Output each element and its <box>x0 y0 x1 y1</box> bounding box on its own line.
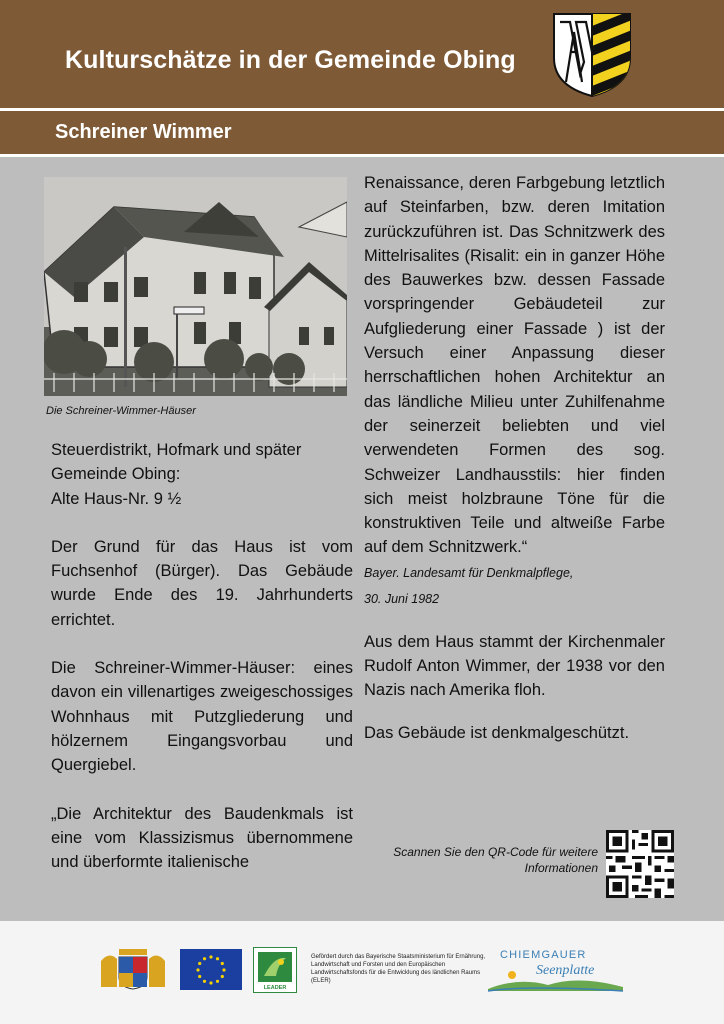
paragraph-history: Der Grund für das Haus ist vom Fuchsenhof (Bürger). Das Gebäude wurde Ende des 19. Jahrhunderts errichtet. <box>51 537 353 629</box>
citation-source: Bayer. Landesamt für Denkmalpflege, <box>364 565 574 580</box>
paragraph-quote-start: „Die Architektur des Baudenkmals ist eine vom Klassizismus übernommene und überformte italienische <box>51 804 353 872</box>
intro-line-1: Steuerdistrikt, Hofmark und später <box>51 441 302 459</box>
paragraph-quote-continued: Renaissance, deren Farbgebung letztlich auf Steinfarben, bzw. deren Imitation zurückzuführen ist. Das Schnitzwerk des Mittelrisalites (Risalit: ein in ganzer Höhe des Bauwerkes bzw. dessen Fassade vorspringender Gebäudeteil zur Aufgliederung einer Fassade ) ist der Versuch einer Anpassung dieser herrschaftlichen hohen Architektur an das ländliche Milieu unter Zuhilfenahme der seinerzeit beliebten und viel verwendeten Formen des sog. Schweizer Landhausstils: hier finden sich meist holzbraune Töne für die konstruktiven Teile und altweiße Farbe auf dem Schnitzwerk.“ <box>364 174 665 557</box>
section-title: Schreiner Wimmer <box>55 121 232 143</box>
paragraph-description: Die Schreiner-Wimmer-Häuser: eines davon ein villenartiges zweigeschossiges Wohnhaus mit Putzgliederung und hölzernem Eingangsvorbau und Quergiebel. <box>51 659 353 775</box>
eu-flag-icon <box>180 949 242 990</box>
logo-line-1: CHIEMGAUER <box>500 949 587 961</box>
intro-line-2: Gemeinde Obing: <box>51 465 181 484</box>
quote-citation <box>364 560 665 612</box>
page-title: Kulturschätze in der Gemeinde Obing <box>65 46 516 74</box>
leader-label: LEADER <box>263 985 287 991</box>
subheader-divider <box>0 154 724 157</box>
chiemgauer-seenplatte-logo <box>488 945 628 995</box>
leader-logo <box>253 947 297 993</box>
subheader-bar <box>0 111 724 154</box>
right-text-column <box>364 171 665 745</box>
house-photo-illustration <box>44 177 347 396</box>
coat-of-arms-icon <box>552 12 632 98</box>
paragraph-painter: Aus dem Haus stammt der Kirchenmaler Rudolf Anton Wimmer, der 1938 vor den Nazis nach Amerika floh. <box>364 632 665 700</box>
intro-line-3: Alte Haus-Nr. 9 ½ <box>51 489 182 508</box>
leader-logo-icon <box>254 948 296 992</box>
funding-notice: Gefördert durch das Bayerische Staatsministerium für Ernährung, Landwirtschaft und Forsten und den Europäischen Landwirtschaftsfonds für die Entwicklung des ländlichen Raums (ELER) <box>311 954 486 984</box>
historic-photo <box>44 177 347 396</box>
paragraph-intro <box>51 438 353 511</box>
left-text-column <box>51 438 353 874</box>
paragraph-protected: Das Gebäude ist denkmalgeschützt. <box>364 723 630 742</box>
logo-line-2: Seenplatte <box>536 963 595 978</box>
photo-caption: Die Schreiner-Wimmer-Häuser <box>46 405 196 417</box>
citation-date: 30. Juni 1982 <box>364 591 440 606</box>
header-bar <box>0 0 724 108</box>
qr-code-icon[interactable] <box>606 830 674 898</box>
qr-instruction: Scannen Sie den QR-Code für weitere Informationen <box>393 845 598 875</box>
bavarian-coat-of-arms-icon <box>99 947 167 991</box>
